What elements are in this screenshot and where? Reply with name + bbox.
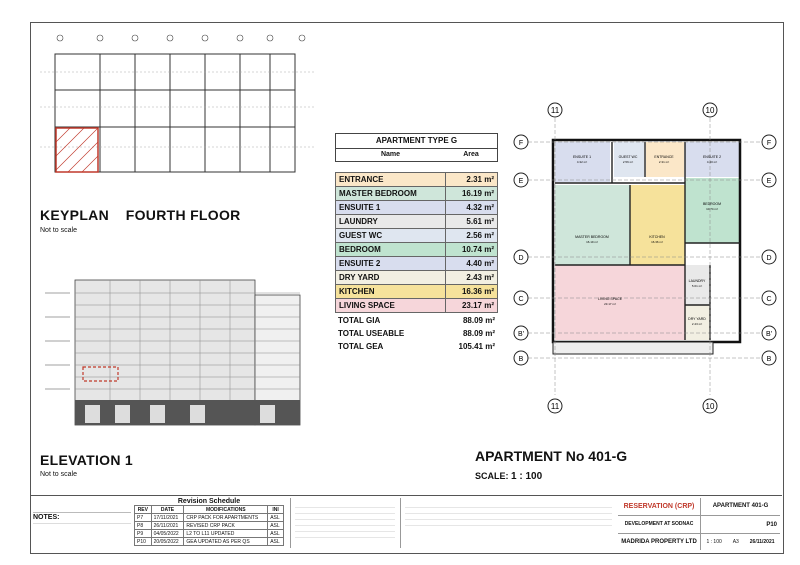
room-area: 5.61 m²: [446, 215, 498, 229]
client-name: MADRIDA PROPERTY LTD: [618, 534, 701, 550]
grid-label: E: [518, 178, 524, 185]
room-label: ENSUITE 2: [702, 155, 722, 159]
room-label: MASTER BEDROOM: [575, 235, 609, 239]
revision-row: [135, 514, 284, 522]
elevation-drawing: [40, 275, 315, 435]
revision-cell: CRP PACK FOR APARTMENTS: [184, 514, 268, 522]
total-row: [335, 314, 498, 327]
area-row: [336, 257, 498, 271]
revision-row: [135, 530, 284, 538]
room-area-label: 16.19 m²: [586, 240, 598, 244]
revision-cell: 17/11/2021: [151, 514, 184, 522]
room-area-label: 10.74 m²: [706, 207, 718, 211]
revision-cell: GEA UPDATED AS PER QS: [184, 538, 268, 546]
col-area-header: Area: [463, 151, 479, 158]
room-area: 16.36 m²: [446, 285, 498, 299]
room-name: MASTER BEDROOM: [336, 187, 446, 201]
revision-cell: ASL: [268, 522, 284, 530]
grid-label: C: [766, 296, 772, 303]
grid-label: F: [766, 140, 772, 147]
room-fill: [630, 185, 685, 265]
table-title: APARTMENT TYPE G: [335, 133, 498, 149]
grid-label: F: [518, 140, 524, 147]
revision-cell: P8: [135, 522, 152, 530]
grid-label: D: [518, 255, 524, 262]
revision-cell: P7: [135, 514, 152, 522]
room-name: DRY YARD: [336, 271, 446, 285]
titleblock-divider: [30, 495, 782, 496]
total-name: TOTAL GEA: [338, 342, 384, 351]
elevation-title: ELEVATION 1: [40, 452, 134, 468]
revision-header: REV: [135, 506, 152, 514]
room-name: LIVING SPACE: [336, 299, 446, 313]
area-row: [336, 271, 498, 285]
area-row: [336, 299, 498, 313]
revision-header: DATE: [151, 506, 184, 514]
room-area-label: 2.43 m²: [691, 322, 703, 326]
revision-schedule: [134, 498, 284, 546]
room-area-label: 16.36 m²: [651, 240, 663, 244]
total-name: TOTAL USEABLE: [338, 329, 405, 338]
grid-label: E: [766, 178, 772, 185]
room-area-label: 23.17 m²: [604, 302, 616, 306]
room-label: DRY YARD: [688, 317, 706, 321]
room-label: KITCHEN: [649, 235, 665, 239]
total-row: [335, 327, 498, 340]
revision-cell: ASL: [268, 530, 284, 538]
grid-label: 10: [705, 106, 715, 115]
area-row: [336, 229, 498, 243]
room-fill: [555, 185, 630, 265]
room-area-label: 5.61 m²: [691, 284, 703, 288]
drawing-title: APARTMENT 401-G: [712, 503, 769, 509]
room-area-label: 2.56 m²: [622, 160, 634, 164]
room-area: 2.43 m²: [446, 271, 498, 285]
plan-title: APARTMENT No 401-G: [475, 448, 628, 464]
area-row: [336, 215, 498, 229]
room-name: ENSUITE 1: [336, 201, 446, 215]
grid-label: 11: [550, 402, 560, 411]
area-rows: [335, 172, 498, 313]
area-row: [336, 173, 498, 187]
total-name: TOTAL GIA: [338, 316, 381, 325]
total-area: 88.09 m²: [462, 329, 495, 338]
total-row: [335, 340, 498, 353]
grid-label: B: [518, 356, 524, 363]
revision-row: [135, 538, 284, 546]
grid-label: B': [765, 331, 773, 338]
grid-label: B': [517, 331, 525, 338]
room-name: KITCHEN: [336, 285, 446, 299]
revision-cell: ASL: [268, 538, 284, 546]
room-label: LAUNDRY: [688, 279, 706, 283]
balcony: [553, 342, 713, 354]
disclaimer-block: [33, 498, 131, 544]
revision-cell: ASL: [268, 514, 284, 522]
area-row: [336, 243, 498, 257]
col-name-header: Name: [380, 151, 401, 158]
room-area-label: 4.40 m²: [706, 160, 718, 164]
revision-cell: 20/05/2022: [151, 538, 184, 546]
area-row: [336, 285, 498, 299]
room-name: ENSUITE 2: [336, 257, 446, 271]
notes-title: NOTES:: [33, 514, 60, 521]
area-row: [336, 201, 498, 215]
keyplan-drawing: [40, 32, 315, 182]
reservation-label: RESERVATION (CRP): [618, 498, 701, 515]
area-row: [336, 187, 498, 201]
revision-header: INI: [268, 506, 284, 514]
room-area: 2.31 m²: [446, 173, 498, 187]
room-fill: [555, 265, 685, 340]
notes-panel-1: [290, 498, 399, 548]
titleblock-date: 26/11/2021: [749, 539, 775, 545]
elevation-note: Not to scale: [40, 471, 77, 478]
room-name: GUEST WC: [336, 229, 446, 243]
room-area: 16.19 m²: [446, 187, 498, 201]
room-area: 4.40 m²: [446, 257, 498, 271]
room-name: ENTRANCE: [336, 173, 446, 187]
room-label: ENTRANCE: [654, 155, 674, 159]
room-area: 2.56 m²: [446, 229, 498, 243]
revision-cell: L2 TO L11 UPDATED: [184, 530, 268, 538]
grid-label: 11: [550, 106, 560, 115]
room-name: BEDROOM: [336, 243, 446, 257]
totals-rows: [335, 314, 498, 353]
revision-cell: P9: [135, 530, 152, 538]
room-area: 10.74 m²: [446, 243, 498, 257]
revision-cell: 26/11/2021: [151, 522, 184, 530]
room-label: LIVING SPACE: [597, 297, 623, 301]
titleblock-size: A3: [732, 539, 739, 545]
revision-cell: P10: [135, 538, 152, 546]
grid-label: 10: [705, 402, 715, 411]
room-label: GUEST WC: [618, 155, 638, 159]
grid-label: D: [766, 255, 772, 262]
total-area: 105.41 m²: [458, 342, 495, 351]
keyplan-note: Not to scale: [40, 227, 77, 234]
room-label: ENSUITE 1: [572, 155, 592, 159]
room-area-label: 4.32 m²: [576, 160, 588, 164]
apartment-area-table: [335, 133, 498, 353]
project-name: DEVELOPMENT AT SODNAC: [618, 516, 701, 533]
revision-row: [135, 522, 284, 530]
grid-label: C: [518, 296, 524, 303]
room-area: 4.32 m²: [446, 201, 498, 215]
title-block: [618, 498, 780, 550]
room-area-label: 2.31 m²: [658, 160, 670, 164]
plan-scale: SCALE: 1 : 100: [475, 471, 543, 482]
room-area: 23.17 m²: [446, 299, 498, 313]
notes-panel-2: [400, 498, 616, 548]
titleblock-scale: 1 : 100: [706, 539, 722, 545]
room-label: BEDROOM: [702, 202, 722, 206]
revision-cell: 04/05/2022: [151, 530, 184, 538]
total-area: 88.09 m²: [462, 316, 495, 325]
revision-code: P10: [766, 521, 777, 528]
revision-cell: REVISED CRP PACK: [184, 522, 268, 530]
room-name: LAUNDRY: [336, 215, 446, 229]
revision-title: Revision Schedule: [177, 498, 241, 505]
grid-label: B: [766, 356, 772, 363]
revision-header: MODIFICATIONS: [184, 506, 268, 514]
keyplan-title: KEYPLAN FOURTH FLOOR: [40, 207, 241, 223]
floor-plan: [510, 100, 780, 420]
